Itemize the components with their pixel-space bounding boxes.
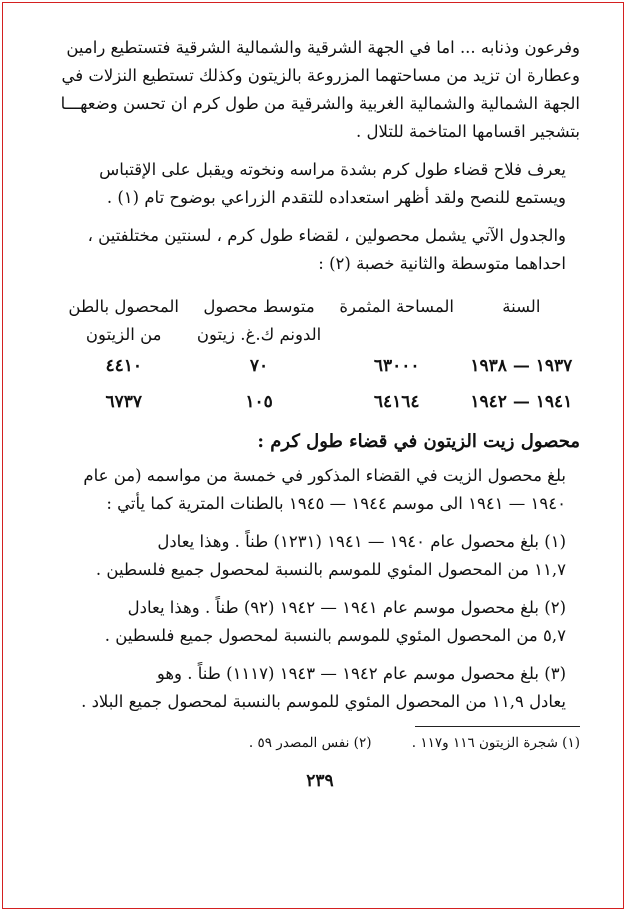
col-header-total-yield: المحصول بالطن <box>68 297 180 316</box>
table-cell: ١٠٥ <box>245 392 273 412</box>
col-subheader: الدونم ك.غ. زيتون <box>196 325 322 344</box>
table-row <box>60 348 580 384</box>
table-cell: ٦٣٠٠٠ <box>373 356 420 376</box>
text-line: (٢) بلغ محصول موسم عام ١٩٤١ — ١٩٤٢ (٩٢) طناً . وهذا يعادل <box>127 598 566 617</box>
col-subheader <box>463 322 580 348</box>
page-number: ٢٣٩ <box>306 771 334 791</box>
table-cell: ٦٧٣٧ <box>105 392 142 412</box>
table-cell: ٧٠ <box>249 356 269 376</box>
footnote-1: (١) شجرة الزيتون ١١٦ و١١٧ . <box>411 735 580 751</box>
col-header-area: المساحة المثمرة <box>339 297 454 316</box>
list-item <box>60 594 580 650</box>
table-row <box>60 384 580 420</box>
list-item <box>60 528 580 584</box>
text-line: ويستمع للنصح ولقد أظهر استعداده للتقدم الزراعي بوضوح تام (١) . <box>106 188 566 207</box>
col-header-avg-yield: متوسط محصول <box>203 297 315 316</box>
list-item <box>60 660 580 716</box>
text-line: والجدول الآتي يشمل محصولين ، لقضاء طول كرم ، لسنتين مختلفتين ، <box>87 226 566 245</box>
intro-paragraph <box>60 34 580 146</box>
col-header-year: السنة <box>502 297 541 316</box>
document-page <box>60 34 580 795</box>
section-heading: محصول زيت الزيتون في قضاء طول كرم : <box>257 431 580 452</box>
col-subheader <box>331 322 463 348</box>
text-line: وفرعون وذنابه ... اما في الجهة الشرقية والشمالية الشرقية فتستطيع رامين <box>66 38 580 57</box>
text-line: ١٩٤٠ — ١٩٤١ الى موسم ١٩٤٤ — ١٩٤٥ بالطنات المترية كما يأتي : <box>106 494 566 513</box>
table-cell: ١٩٤١ — ١٩٤٢ <box>470 392 573 412</box>
text-line: ٥,٧ من المحصول المئوي للموسم بالنسبة لمحصول جميع فلسطين . <box>104 626 566 645</box>
oil-yield-paragraph <box>60 462 580 518</box>
footnote-divider <box>415 726 580 727</box>
text-line: احداهما متوسطة والثانية خصبة (٢) : <box>318 254 566 273</box>
text-line: بلغ محصول الزيت في القضاء المذكور في خمسة من مواسمه (من عام <box>83 466 566 485</box>
footnote-2: (٢) نفس المصدر ٥٩ . <box>248 735 372 751</box>
table-intro-paragraph <box>60 222 580 278</box>
farmer-paragraph <box>60 156 580 212</box>
text-line: (١) بلغ محصول عام ١٩٤٠ — ١٩٤١ (١٢٣١) طناً . وهذا يعادل <box>157 532 566 551</box>
footnotes <box>60 733 580 753</box>
table-cell: ٦٤١٦٤ <box>373 392 420 412</box>
text-line: يعرف فلاح قضاء طول كرم بشدة مراسه ونخوته ويقبل على الإقتباس <box>99 160 566 179</box>
col-subheader: من الزيتون <box>85 325 162 344</box>
text-line: ١١,٧ من المحصول المئوي للموسم بالنسبة لمحصول جميع فلسطين . <box>95 560 566 579</box>
text-line: وعطارة ان تزيد من مساحتهما المزروعة بالزيتون وكذلك تستطيع النزلات في <box>61 66 580 85</box>
text-line: بتشجير اقسامها المتاخمة للتلال . <box>356 122 580 141</box>
table-cell: ١٩٣٧ — ١٩٣٨ <box>470 356 573 376</box>
text-line: الجهة الشمالية والشمالية الغربية والشرقية من طول كرم ان تحسن وضعهـــا <box>60 94 580 113</box>
olive-yield-table <box>60 292 580 420</box>
text-line: يعادل ١١,٩ من المحصول المئوي للموسم بالنسبة لمحصول جميع البلاد . <box>81 692 566 711</box>
text-line: (٣) بلغ محصول موسم عام ١٩٤٢ — ١٩٤٣ (١١١٧) طناً . وهو <box>156 664 566 683</box>
table-cell: ٤٤١٠ <box>105 356 142 376</box>
